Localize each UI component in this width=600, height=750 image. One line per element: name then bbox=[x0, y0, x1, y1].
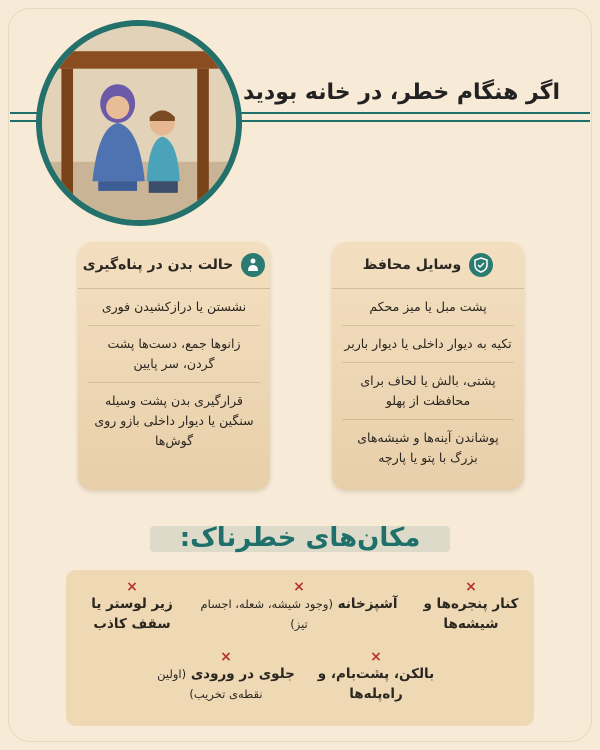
dangerous-places-box bbox=[66, 570, 534, 726]
person-shield-icon bbox=[241, 253, 265, 277]
list-item: پشت مبل یا میز محکم bbox=[342, 289, 514, 326]
list-item: تکیه به دیوار داخلی یا دیوار باربر bbox=[342, 326, 514, 363]
danger-place-kitchen: × آشپزخانه (وجود شیشه، شعله، اجسام تیز) bbox=[194, 580, 404, 634]
body-position-header bbox=[78, 242, 270, 289]
danger-place-balcony: × بالکن، پشت‌بام، و راه‌پله‌ها bbox=[306, 650, 446, 704]
list-item: زانوها جمع، دست‌ها پشت گردن، سر پایین bbox=[88, 326, 260, 383]
body-position-card bbox=[78, 242, 270, 490]
shield-check-icon bbox=[469, 253, 493, 277]
cross-icon: × bbox=[293, 579, 305, 595]
page-title: اگر هنگام خطر، در خانه بودید bbox=[242, 80, 560, 105]
illustration-svg bbox=[42, 26, 236, 220]
danger-place-entrance: × جلوی در ورودی (اولین نقطه‌ی تخریب) bbox=[146, 650, 306, 704]
cross-icon: × bbox=[220, 649, 232, 665]
protective-tools-header bbox=[332, 242, 524, 289]
list-item: قرارگیری بدن پشت وسیله سنگین یا دیوار داخلی بازو روی گوش‌ها bbox=[94, 393, 254, 448]
protective-tools-title: وسایل محافظ bbox=[362, 257, 462, 273]
cross-icon: × bbox=[465, 579, 477, 595]
list-item: پوشاندن آینه‌ها و شیشه‌های بزرگ با پتو یا پارچه bbox=[357, 430, 499, 465]
body-position-title: حالت بدن در پناه‌گیری bbox=[82, 257, 234, 273]
dangerous-places-heading bbox=[150, 518, 450, 558]
protective-tools-card bbox=[332, 242, 524, 490]
children-under-table-image bbox=[36, 20, 242, 226]
dangerous-places-title: مکان‌های خطرناک: bbox=[179, 523, 421, 553]
danger-place-chandelier: × زیر لوستر یا سقف کاذب bbox=[72, 580, 192, 634]
danger-place-windows: × کنار پنجره‌ها و شیشه‌ها bbox=[416, 580, 526, 634]
cross-icon: × bbox=[370, 649, 382, 665]
list-item: نشستن یا درازکشیدن فوری bbox=[88, 289, 260, 326]
cross-icon: × bbox=[126, 579, 138, 595]
list-item: پشتی، بالش یا لحاف برای محافظت از پهلو bbox=[342, 363, 514, 420]
